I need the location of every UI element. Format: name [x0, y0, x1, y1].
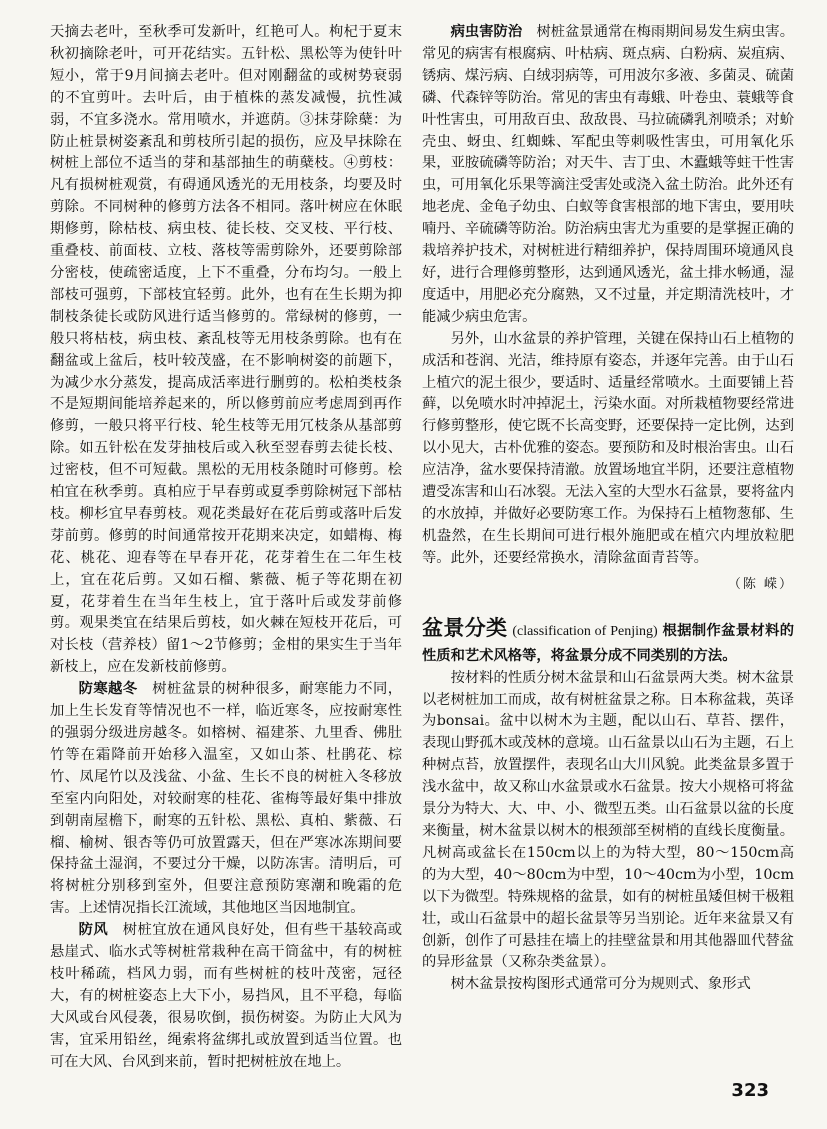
page-number: 323: [731, 1080, 769, 1101]
entry-definition: 根据制作盆景材料的性质和艺术风格等，将盆景分成不同类别的方法。: [422, 622, 795, 664]
entry-title: 盆景分类: [422, 614, 508, 640]
entry-title-english: (classification of Penjing): [512, 623, 658, 639]
entry-paragraph: 按材料的性质分树木盆景和山石盆景两大类。树木盆景以老树桩加工而成，故有树桩盆景之称。日本称盆栽，英译为bonsai。盆中以树木为主题，配以山石、草苔、摆件，表现山野孤木或茂林的意境。山石盆景以山石为主题，石上种树点苔，放置摆件，表现名山大川风貌。此类盆景多置于浅水盆中，故又称山水盆景或水石盆景。按大小规格可将盆景分为特大、大、中、小、微型五类。山石盆景以盆的长度来衡量，树木盆景以树木的根颈部至树梢的直线长度衡量。凡树高或盆长在150cm以上的为特大型，80～150cm高的为大型，40～80cm为中型，10～40cm为小型，10cm以下为微型。特殊规格的盆景，如有的树桩虽矮但树干极粗壮，或山石盆景中的超长盆景等另当别论。近年来盆景又有创新，创作了可悬挂在墙上的挂壁盆景和用其他器皿代替盆的异形盆景（又称杂类盆景）。: [422, 669, 794, 971]
entry-paragraph: 树木盆景按构图形式通常可分为规则式、象形式: [450, 976, 751, 993]
section-heading: 防寒越冬: [78, 681, 138, 698]
left-paragraph-pruning: 天摘去老叶，至秋季可发新叶，红艳可人。枸杞于夏末秋初摘除老叶，可开花结实。五针松、黑松等为使针叶短小，常于9月间摘去老叶。但对刚翻盆的或树势衰弱的不宜剪叶。去叶后，由于植株的蒸发减慢，抗性减弱，不宜多浇水。常用喷水，并遮荫。③抹芽除蘖：为防止桩景树姿紊乱和剪枝所引起的损伤，应及早抹除在树桩上部位不适当的芽和基部抽生的萌蘖枝。④剪枝：凡有损树桩观赏，有碍通风透光的无用枝条，均要及时剪除。不同树种的修剪方法各不相同。落叶树应在休眠期修剪，除枯枝、病虫枝、徒长枝、交叉枝、平行枝、重叠枝、前面枝、立枝、落枝等需剪除外，还要剪除部分密枝，使疏密适度，上下不重叠，分布均匀。一般上部枝可强剪，下部枝宜轻剪。此外，也有在生长期为抑制枝条徒长或防风进行适当修剪的。常绿树的修剪，一般只将枯枝，病虫枝、紊乱枝等无用枝条剪除。也有在翻盆或上盆后，枝叶较茂盛，在不影响树姿的前题下，为减少水分蒸发，提高成活率进行删剪的。松柏类枝条不是短期间能培养起来的，所以修剪前应考虑周到再作修剪，一般只将平行枝、轮生枝等无用冗枝条从基部剪除。如五针松在发芽抽枝后或入秋至翌春剪去徒长枝、过密枝，但不可短截。黑松的无用枝条随时可修剪。桧柏宜在秋季剪。真柏应于早春剪或夏季剪除树冠下部枯枝。柳杉宜早春剪枝。观花类最好在花后剪或落叶后发芽前剪。修剪的时间通常按开花期来决定，如蜡梅、梅花、桃花、迎春等在早春开花，花芽着生在二年生枝上，宜在花后剪。又如石榴、紫薇、栀子等花期在初夏，花芽着生在当年生枝上，宜于落叶后或发芽前修剪。观果类宜在结果后剪枝，如火棘在短枝开花后，可对长枝（营养枝）留1～2节修剪；金柑的果实生于当年新枝上，应在发新枝前修剪。: [50, 24, 402, 676]
left-column: [50, 22, 402, 1074]
section-heading: 病虫害防治: [450, 24, 523, 40]
right-paragraph-landscape-care: 另外，山水盆景的养护管理，关键在保持山石上植物的成活和苍润、光洁，维持原有姿态，并逐年完善。由于山石上植穴的泥土很少，要适时、适量经常喷水。土面要铺上苔藓，以免喷水时冲掉泥土，污染水面。对所栽植物要经常进行修剪整形，使它既不长高变野，还要保持一定比例，达到以小见大，古朴优雅的姿态。要预防和及时根治害虫。山石应洁净，盆水要保持清澈。放置场地宜半阴，还要注意植物遭受冻害和山石冰裂。无法入室的大型水石盆景，要将盆内的水放掉，并做好必要防寒工作。为保持石上植物葱郁、生机盎然，在生长期间可进行根外施肥或在植穴内埋放粒肥等。此外，还要经常换水，清除盆面青苔等。: [422, 330, 794, 566]
section-wind-protection: [50, 920, 402, 1073]
section-body: 树桩宜放在通风良好处，但有些干基较高或悬崖式、临水式等树桩常栽种在高干筒盆中，有的树桩枝叶稀疏，档风力弱，而有些树桩的枝叶茂密，冠径大，有的树桩姿态上大下小，易挡风，且不平稳，每临大风或台风侵袭，很易吹倒，损伤树姿。为防止大风为害，宜采用铅丝，绳索将盆绑扎或放置到适当位置。也可在大风、台风到来前，暂时把树桩放在地上。: [50, 922, 403, 1070]
right-column: [422, 22, 794, 996]
section-body: 树桩盆景的树种很多，耐寒能力不同，加上生长发育等情况也不一样，临近寒冬，应按耐寒性的强弱分级进房越冬。如榕树、福建茶、九里香、佛肚竹等在霜降前开始移入温室，又如山茶、杜鹃花、棕竹、凤尾竹以及浅盆、小盆、生长不良的树桩入冬移放至室内向阳处，对较耐寒的桂花、雀梅等最好集中排放到朝南屋檐下，耐寒的五针松、黑松、真柏、紫薇、石榴、榆树、银杏等仍可放置露天，但在严寒冰冻期间要保持盆土湿润，不要过分干燥，以防冻害。清明后，可将树桩分别移到室外，但要注意预防寒潮和晚霜的危害。上述情况指长江流域，其他地区当因地制宜。: [50, 681, 403, 917]
dictionary-entry: [422, 616, 794, 668]
author-credit: （陈 嵘）: [727, 576, 794, 592]
section-heading: 防风: [78, 922, 109, 939]
section-winter-protection: [50, 679, 402, 920]
section-body: 树桩盆景通常在梅雨期间易发生病虫害。常见的病害有根腐病、叶枯病、斑点病、白粉病、炭疽病、锈病、煤污病、白绒羽病等，可用波尔多液、多菌灵、硫菌磷、代森锌等防治。常见的害虫有毒蛾、叶卷虫、蓑蛾等食叶性害虫，可用敌百虫、敌敌畏、马拉硫磷乳剂喷杀；对蚧壳虫、蚜虫、红蜘蛛、军配虫等刺吸性害虫，可用氧化乐果，亚胺硫磷等防治；对天牛、吉丁虫、木蠹蛾等蛀干性害虫，可用氧化乐果等滴注受害处或浇入盆土防治。此外还有地老虎、金龟子幼虫、白蚁等食害根部的地下害虫，要用呋喃丹、辛硫磷等防治。防治病虫害尤为重要的是掌握正确的栽培养护技术，对树桩进行精细养护，保持周围环境通风良好，进行合理修剪整形，达到通风透光，盆土排水畅通，湿度适中，用肥必充分腐熟，又不过量，并定期清洗枝叶，才能减少病虫危害。: [422, 24, 795, 325]
section-pest-control: [422, 22, 794, 329]
